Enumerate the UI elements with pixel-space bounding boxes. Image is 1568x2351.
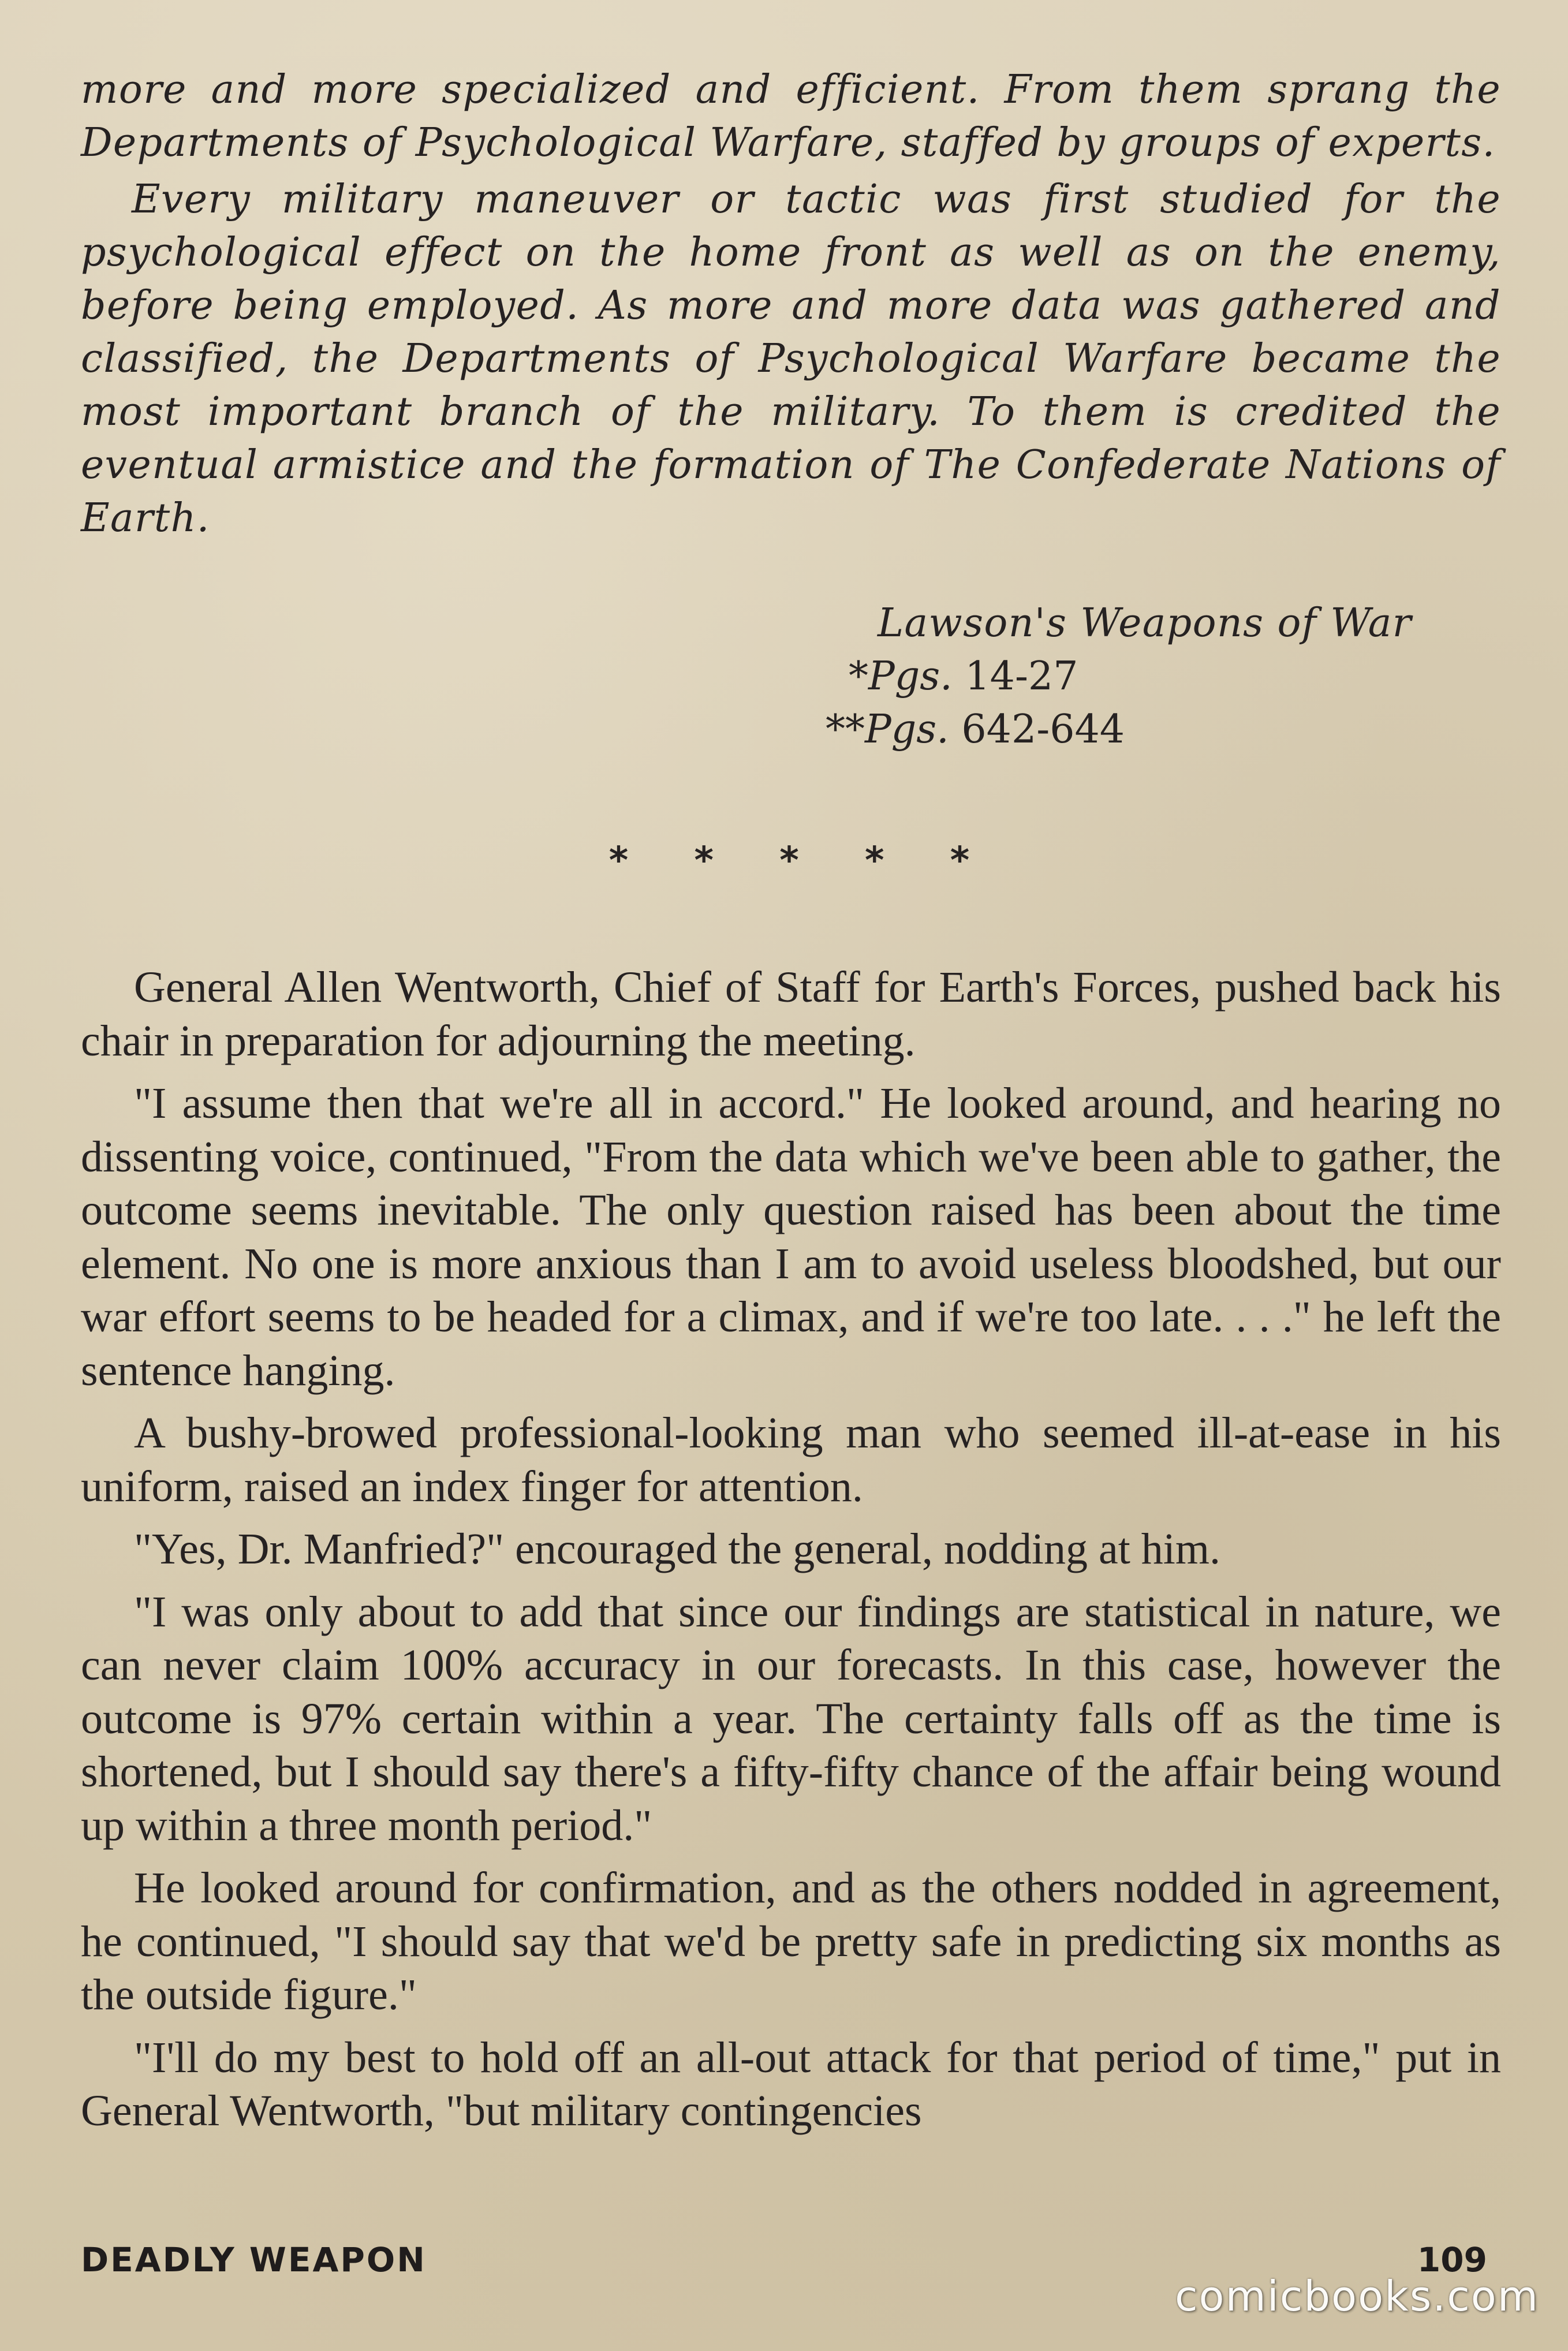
site-watermark: comicbooks.com xyxy=(1174,2272,1539,2320)
story-paragraph-3: A bushy-browed professional-looking man who seemed ill-at-ease in his uniform, raised an index finger for attention. xyxy=(81,1409,1501,1511)
story-paragraph-6: He looked around for confirmation, and as the others nodded in agreement, he continued, "I should say that we'd be pretty safe in predicting six months as the outside figure." xyxy=(81,1864,1501,2019)
page-content xyxy=(81,64,1501,2147)
story-paragraph-1: General Allen Wentworth, Chief of Staff for Earth's Forces, pushed back his chair in preparation for adjourning the meeting. xyxy=(81,963,1501,1065)
section-divider: * * * * * xyxy=(608,839,996,882)
story-text xyxy=(81,961,1501,2138)
citation-pages-2-value: 642-644 xyxy=(961,707,1125,752)
citation-pages-1 xyxy=(849,650,1078,703)
story-paragraph-7: "I'll do my best to hold off an all-out attack for that period of time," put in General Wentworth, "but military contingencies xyxy=(81,2033,1501,2135)
story-paragraph-4: "Yes, Dr. Manfried?" encouraged the general, nodding at him. xyxy=(134,1525,1221,1573)
page-number: 109 xyxy=(1417,2240,1487,2279)
citation-pages-1-value: 14-27 xyxy=(965,654,1078,699)
citation-pages-1-label: *Pgs. xyxy=(849,654,953,699)
book-excerpt xyxy=(81,64,1501,545)
excerpt-citation xyxy=(81,597,1501,770)
excerpt-paragraph-1: more and more specialized and efficient. From them sprang the Departments of Psychological Warfare, staffed by groups of experts. xyxy=(81,67,1501,166)
citation-title: Lawson's Weapons of War xyxy=(878,600,1412,646)
citation-pages-2-label: **Pgs. xyxy=(826,707,949,752)
excerpt-paragraph-2: Every military maneuver or tactic was first studied for the psychological effect on the home front as well as on the enemy, before being employed. As more and more data was gathered and classified, the Departments of Psychological Warfare became the most important branch of the military. To them is credited the eventual armistice and the formation of The Confederate Nations of Earth. xyxy=(81,177,1501,541)
running-title: DEADLY WEAPON xyxy=(81,2240,427,2279)
story-paragraph-5: "I was only about to add that since our findings are statistical in nature, we can never claim 100% accuracy in our forecasts. In this case, however the outcome is 97% certain within a year. The certainty falls off as the time is shortened, but I should say there's a fifty-fifty chance of the affair being wound up within a three month period." xyxy=(81,1587,1501,1850)
citation-pages-2 xyxy=(826,703,1125,756)
story-paragraph-2: "I assume then that we're all in accord." He looked around, and hearing no dissenting voice, continued, "From the data which we've been able to gather, the outcome seems inevitable. The only question raised has been about the time element. No one is more anxious than I am to avoid useless bloodshed, but our war effort seems to be headed for a climax, and if we're too late. . . ." he left the sentence hanging. xyxy=(81,1079,1501,1395)
